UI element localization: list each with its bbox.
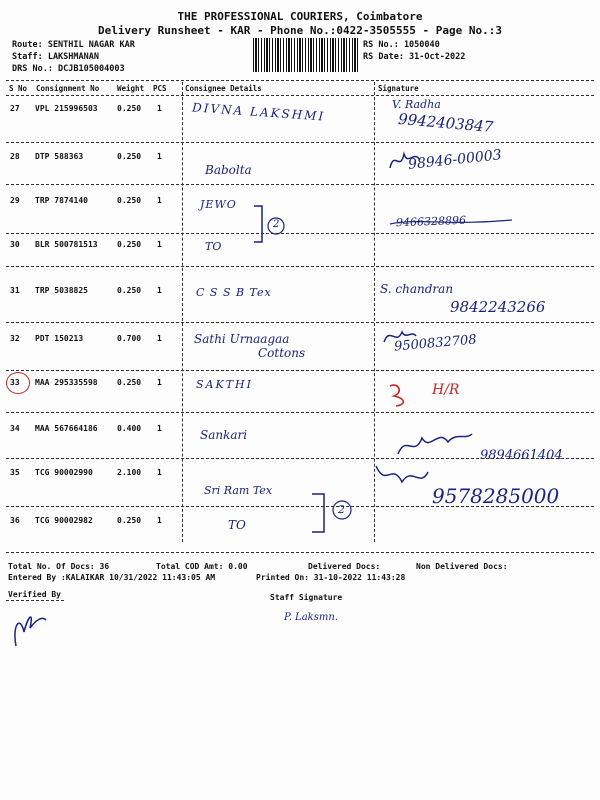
col-consignee: Consignee Details: [185, 84, 262, 93]
row-pcs: 1: [157, 334, 162, 343]
row-consignment: MAA 295335598: [35, 378, 98, 387]
row-consignment: TCG 90002990: [35, 468, 93, 477]
row-sno: 32: [10, 334, 20, 343]
signature-mark: H/R: [432, 382, 460, 398]
total-cod: Total COD Amt: 0.00: [156, 562, 248, 571]
row-rule: [6, 266, 594, 267]
row-weight: 0.400: [117, 424, 142, 433]
entered-by: Entered By :KALAIKAR 10/31/2022 11:43:05 AM: [8, 573, 216, 582]
row-weight: 0.250: [117, 152, 142, 161]
signature-phone: 98946-00003: [407, 147, 503, 173]
row-weight: 0.250: [117, 196, 142, 205]
row-pcs: 1: [157, 152, 162, 161]
row-weight: 0.700: [117, 334, 142, 343]
bracket-count: 2: [338, 503, 345, 516]
row-sno: 29: [10, 196, 20, 205]
signature-name: V. Radha: [392, 98, 441, 111]
row-weight: 0.250: [117, 240, 142, 249]
consignee-handwriting-line2: Cottons: [258, 346, 306, 360]
signature-phone: 9942403847: [397, 109, 495, 137]
row-consignment: TCG 90002982: [35, 516, 93, 525]
consignee-handwriting: Babolta: [205, 163, 252, 177]
printed-on: Printed On: 31-10-2022 11:43:28: [256, 573, 406, 582]
row-consignment: TRP 7874140: [35, 196, 88, 205]
col-pcs: PCS: [153, 84, 167, 93]
company-title: THE PROFESSIONAL COURIERS, Coimbatore: [177, 10, 423, 23]
consignee-handwriting: SAKTHI: [196, 378, 253, 391]
signature-phone: 9842243266: [450, 298, 546, 316]
verified-by-label: Verified By: [8, 590, 61, 599]
row-pcs: 1: [157, 286, 162, 295]
staff-signature-label: Staff Signature: [270, 593, 343, 602]
barcode: [253, 38, 358, 72]
rs-number: RS No.: 1050040: [363, 40, 440, 50]
row-rule: [6, 233, 594, 234]
consignee-handwriting: Sankari: [200, 428, 248, 442]
signature-name: S. chandran: [380, 282, 454, 296]
verified-underline: [6, 600, 64, 601]
row-sno: 35: [10, 468, 20, 477]
staff-label: Staff: LAKSHMANAN: [12, 52, 99, 62]
row-weight: 0.250: [117, 286, 142, 295]
row-consignment: TRP 5038825: [35, 286, 88, 295]
row-pcs: 1: [157, 378, 162, 387]
row-sno: 36: [10, 516, 20, 525]
row-weight: 0.250: [117, 516, 142, 525]
header-top-rule: [6, 80, 594, 81]
row-pcs: 1: [157, 240, 162, 249]
rs-date: RS Date: 31-Oct-2022: [363, 52, 466, 62]
consignee-column-divider: [182, 82, 183, 542]
consignee-handwriting: Sathi Urnaagaa: [194, 332, 290, 346]
consignee-handwriting: DIVNA LAKSHMI: [191, 100, 326, 124]
signature-phone: 9500832708: [393, 332, 478, 355]
staff-signature: P. Laksmn.: [284, 612, 338, 623]
consignee-handwriting: TO: [228, 518, 246, 532]
row-circle-mark: [6, 372, 30, 394]
row-sno: 28: [10, 152, 20, 161]
row-rule: [6, 370, 594, 371]
row-pcs: 1: [157, 424, 162, 433]
col-sno: S No: [9, 84, 28, 93]
row-rule: [6, 142, 594, 143]
row-pcs: 1: [157, 516, 162, 525]
consignee-handwriting: JEWO: [200, 198, 237, 211]
row-sno: 27: [10, 104, 20, 113]
signature-scribble: [372, 458, 432, 508]
signature-phone: 9466328896: [395, 213, 467, 230]
row-consignment: DTP 588363: [35, 152, 84, 161]
row-pcs: 1: [157, 468, 162, 477]
signature-phone: 9894661404: [480, 448, 563, 463]
group-bracket: [306, 490, 366, 540]
row-rule: [6, 412, 594, 413]
row-consignment: BLR 500781513: [35, 240, 98, 249]
row-rule: [6, 322, 594, 323]
total-docs: Total No. Of Docs: 36: [8, 562, 110, 571]
verifier-signature: [10, 606, 50, 650]
row-consignment: VPL 215996503: [35, 104, 98, 113]
row-sno: 31: [10, 286, 20, 295]
non-delivered-docs: Non Delivered Docs:: [416, 562, 508, 571]
consignee-handwriting: TO: [205, 240, 222, 253]
col-signature: Signature: [378, 84, 419, 93]
row-weight: 0.250: [117, 378, 142, 387]
row-rule: [6, 184, 594, 185]
row-pcs: 1: [157, 104, 162, 113]
header-bottom-rule: [6, 95, 594, 96]
row-weight: 0.250: [117, 104, 142, 113]
signature-strike: [388, 212, 518, 232]
row-pcs: 1: [157, 196, 162, 205]
row-sno: 33: [10, 378, 20, 387]
signature-phone: 9578285000: [432, 484, 560, 508]
col-weight: Weight: [117, 84, 145, 93]
runsheet-subtitle: Delivery Runsheet - KAR - Phone No.:0422-3505555 - Page No.:3: [98, 24, 502, 37]
row-sno: 30: [10, 240, 20, 249]
delivered-docs: Delivered Docs:: [308, 562, 381, 571]
col-consignment: Consignment No: [36, 84, 100, 93]
row-weight: 2.100: [117, 468, 142, 477]
signature-scribble: [386, 380, 416, 408]
row-consignment: MAA 567664186: [35, 424, 98, 433]
consignee-handwriting: C S S B Tex: [196, 286, 272, 299]
group-bracket: [246, 202, 296, 252]
bracket-count: 2: [273, 219, 280, 230]
row-sno: 34: [10, 424, 20, 433]
drs-number: DRS No.: DCJB105004003: [12, 64, 125, 74]
row-consignment: PDT 150213: [35, 334, 84, 343]
consignee-handwriting: Sri Ram Tex: [204, 484, 273, 497]
table-bottom-rule: [6, 552, 594, 553]
route-label: Route: SENTHIL NAGAR KAR: [12, 40, 135, 50]
